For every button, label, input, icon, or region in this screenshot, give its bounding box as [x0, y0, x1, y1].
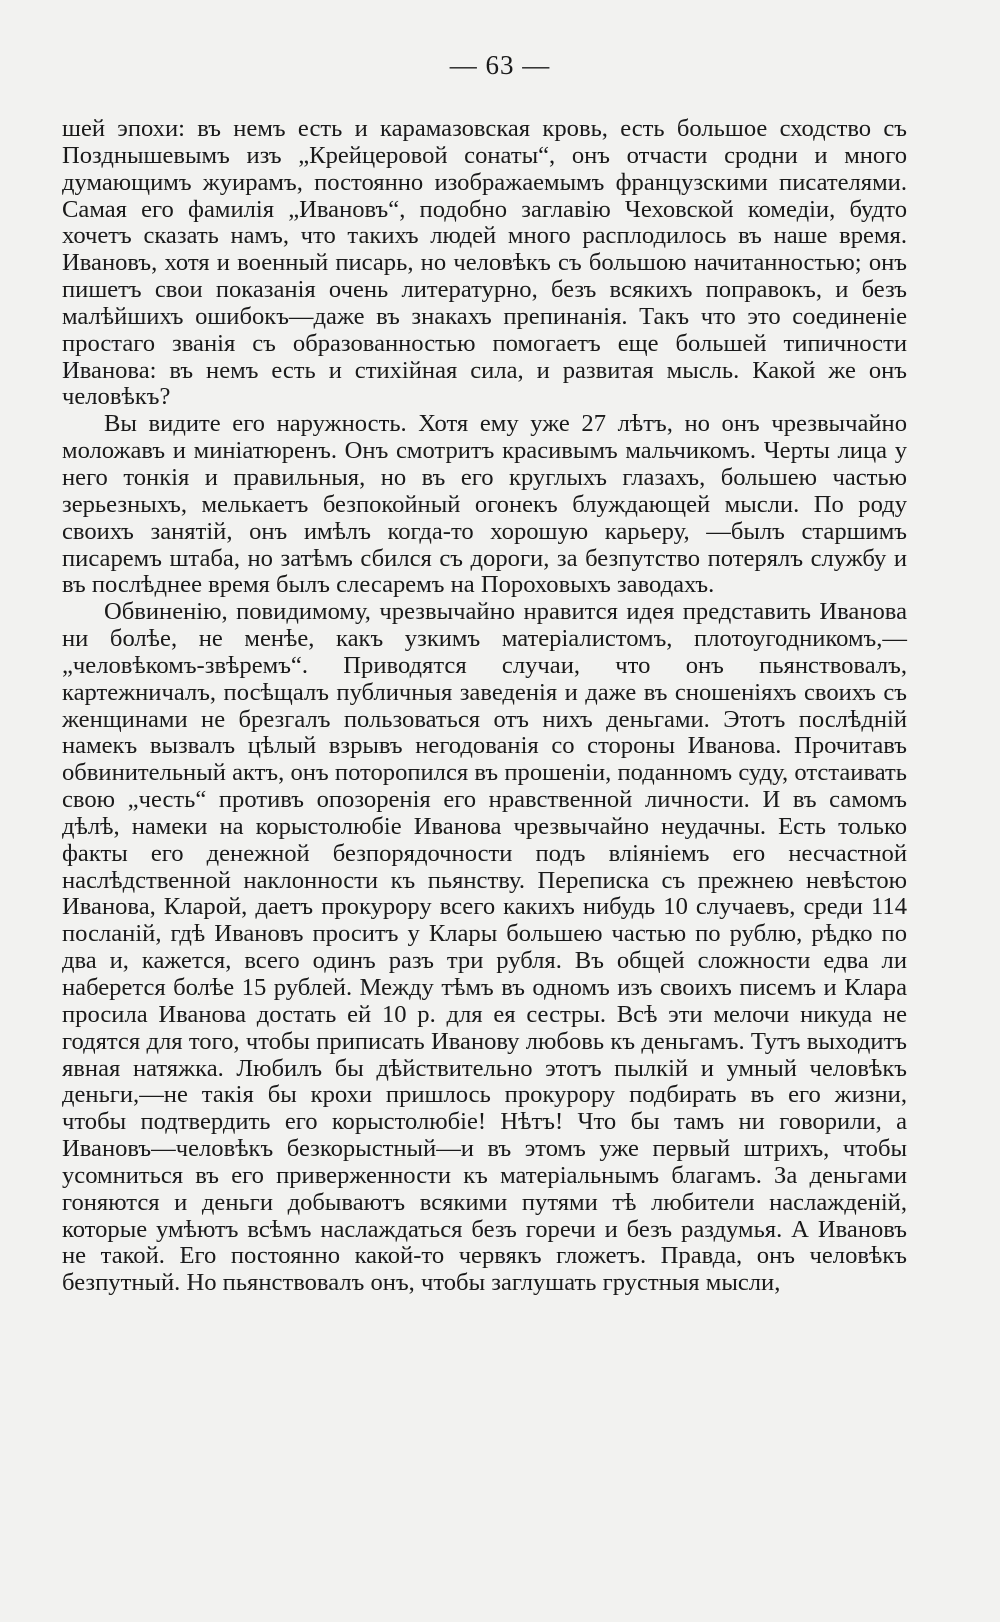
body-text	[62, 116, 907, 1297]
paragraph-1: шей эпохи: въ немъ есть и карамазовская кровь, есть большое сходство съ Позднышевымъ изъ „Крейцеровой сонаты“, онъ отчасти сродни и много думающимъ жуирамъ, постоянно изображаемымъ французскими писателями. Самая его фамилія „Ивановъ“, подобно заглавію Чеховской комедіи, будто хочетъ сказать намъ, что такихъ людей много расплодилось въ наше время. Ивановъ, хотя и военный писарь, но человѣкъ съ большою начитанностью; онъ пишетъ свои показанія очень литературно, безъ всякихъ поправокъ, и безъ малѣйшихъ ошибокъ—даже въ знакахъ препинанія. Такъ что это соединеніе простаго званія съ образованностью помогаетъ еще большей типичности Иванова: въ немъ есть и стихійная сила, и развитая мысль. Какой же онъ человѣкъ?	[62, 115, 907, 411]
page-number: — 63 —	[449, 50, 551, 80]
paragraph-3: Обвиненію, повидимому, чрезвычайно нравится идея представить Иванова ни болѣе, не менѣе, какъ узкимъ матеріалистомъ, плотоугодникомъ,—„человѣкомъ-звѣремъ“. Приводятся случаи, что онъ пьянствовалъ, картежничалъ, посѣщалъ публичныя заведенія и даже въ сношеніяхъ своихъ съ женщинами не брезгалъ пользоваться отъ нихъ деньгами. Этотъ послѣдній намекъ вызвалъ цѣлый взрывъ негодованія со стороны Иванова. Прочитавъ обвинительный актъ, онъ поторопился въ прошеніи, поданномъ суду, отстаивать свою „честь“ противъ опозоренія его нравственной личности. И въ самомъ дѣлѣ, намеки на корыстолюбіе Иванова чрезвычайно неудачны. Есть только факты его денежной безпорядочности подъ вліяніемъ его несчастной наслѣдственной наклонности къ пьянству. Переписка съ прежнею невѣстою Иванова, Кларой, даетъ прокурору всего какихъ нибудь 10 случаевъ, среди 114 посланій, гдѣ Ивановъ проситъ у Клары большею частью по рублю, рѣдко по два и, кажется, всего одинъ разъ три рубля. Въ общей сложности едва ли наберется болѣе 15 рублей. Между тѣмъ въ одномъ изъ своихъ писемъ и Клара просила Иванова достать ей 10 р. для ея сестры. Всѣ эти мелочи никуда не годятся для того, чтобы приписать Иванову любовь къ деньгамъ. Тутъ выходитъ явная натяжка. Любилъ бы дѣйствительно этотъ пылкій и умный человѣкъ деньги,—не такія бы крохи пришлось прокурору подбирать въ его жизни, чтобы подтвердить его корыстолюбіе! Нѣтъ! Что бы тамъ ни говорили, а Ивановъ—человѣкъ безкорыстный—и въ этомъ уже первый штрихъ, чтобы усомниться въ его приверженности къ матеріальнымъ благамъ. За деньгами гоняются и деньги добываютъ всякими путями тѣ любители наслажденій, которые умѣютъ всѣмъ наслаждаться безъ горечи и безъ раздумья. А Ивановъ не такой. Его постоянно какой-то червякъ гложетъ. Правда, онъ человѣкъ безпутный. Но пьянствовалъ онъ, чтобы заглушать грустныя мысли,	[62, 598, 907, 1297]
paragraph-2: Вы видите его наружность. Хотя ему уже 27 лѣтъ, но онъ чрезвычайно моложавъ и миніатюренъ. Онъ смотритъ красивымъ мальчикомъ. Черты лица у него тонкія и правильныя, но въ его круглыхъ глазахъ, большею частью зерьезныхъ, мелькаетъ безпокойный огонекъ блуждающей мысли. По роду своихъ занятій, онъ имѣлъ когда-то хорошую карьеру, —былъ старшимъ писаремъ штаба, но затѣмъ сбился съ дороги, за безпутство потерялъ службу и въ послѣднее время былъ слесаремъ на Пороховыхъ заводахъ.	[62, 410, 907, 599]
